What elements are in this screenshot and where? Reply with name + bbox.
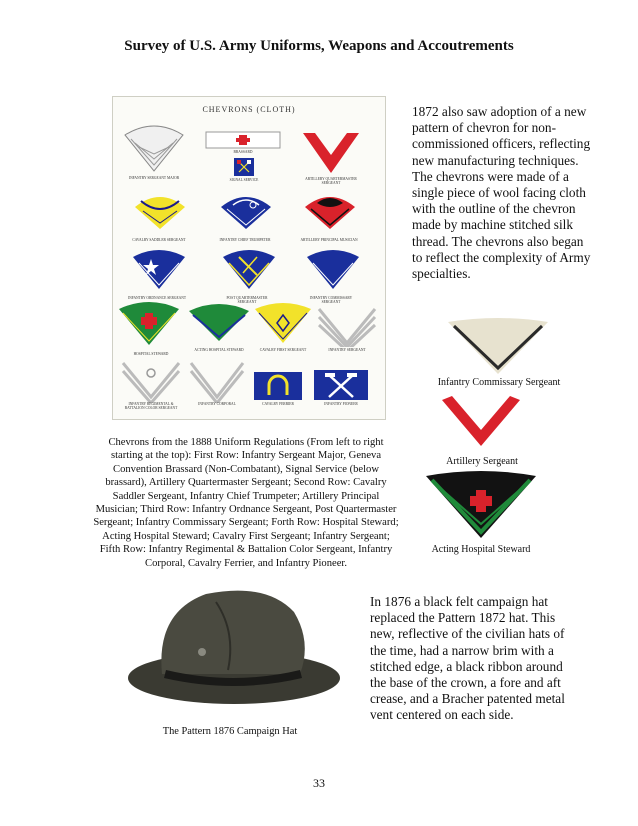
- label-cavalry-first-sergeant: CAVALRY FIRST SERGEANT: [259, 348, 307, 352]
- label-cavalry-ferrier: CAVALRY FERRIER: [262, 402, 294, 406]
- cavalry-ferrier-patch: [253, 371, 303, 401]
- label-post-quartermaster-sergeant: POST QUARTERMASTER SERGEANT: [226, 296, 268, 304]
- chevron-infantry-ordnance-sergeant: [131, 249, 187, 295]
- label-infantry-sergeant-major: INFANTRY SERGEANT MAJOR: [128, 176, 180, 180]
- chevron-infantry-color-sergeant: [121, 359, 181, 403]
- photo-campaign-hat: [116, 582, 346, 712]
- label-acting-hospital-steward-plate: ACTING HOSPITAL STEWARD: [194, 348, 244, 352]
- brassard: [205, 131, 281, 149]
- chevron-infantry-corporal: [189, 359, 245, 403]
- plate-title: CHEVRONS (CLOTH): [202, 105, 296, 114]
- caption-campaign-hat: The Pattern 1876 Campaign Hat: [162, 726, 298, 737]
- infantry-pioneer-patch: [313, 369, 369, 401]
- chevron-cavalry-first-sergeant: [253, 303, 313, 347]
- label-infantry-ordnance-sergeant: INFANTRY ORDNANCE SERGEANT: [127, 296, 187, 300]
- label-infantry-sergeant: INFANTRY SERGEANT: [328, 348, 366, 352]
- chevron-infantry-commissary-sergeant: [305, 249, 361, 295]
- chevron-hospital-steward: [117, 301, 181, 351]
- chevron-artillery-quartermaster-sergeant: [301, 129, 361, 177]
- label-infantry-pioneer: INFANTRY PIONEER: [324, 402, 358, 406]
- chevron-post-quartermaster-sergeant: [221, 249, 277, 295]
- chevrons-plate: [112, 96, 386, 420]
- caption-artillery-sergeant: Artillery Sergeant: [446, 456, 518, 467]
- photo-artillery-sergeant: [440, 394, 522, 450]
- page-number: 33: [313, 776, 325, 790]
- label-infantry-color-sergeant: INFANTRY REGIMENTAL & BATTALION COLOR SERGEANT: [124, 402, 178, 410]
- chevron-cavalry-saddler-sergeant: [133, 191, 187, 235]
- caption-chevrons-plate: Chevrons from the 1888 Uniform Regulations (From left to right starting at the top): First Row: Infantry Sergeant Major, Geneva Convention Brassard (Non-Combatant), Signal Service (below brassard), Artillery Quartermaster Sergeant; Second Row: Cavalry Saddler Sergeant, Infantry Chief Trumpeter; Artillery Principal Musician; Third Row: Infantry Ordnance Sergeant, Post Quartermaster Sergeant; Infantry Commissary Sergeant; Forth Row: Hospital Steward; Acting Hospital Steward; Cavalry First Sergeant; Infantry Sergeant; Fifth Row: Infantry Regimental & Battalion Color Sergeant, Infantry Corporal, Cavalry Ferrier, and Infantry Pioneer.: [93, 437, 399, 569]
- label-infantry-corporal: INFANTRY CORPORAL: [198, 402, 236, 406]
- label-artillery-quartermaster-sergeant: ARTILLERY QUARTERMASTER SERGEANT: [305, 177, 357, 185]
- label-hospital-steward: HOSPITAL STEWARD: [133, 352, 169, 356]
- caption-acting-hospital-steward: Acting Hospital Steward: [431, 544, 531, 555]
- label-signal-service: SIGNAL SERVICE: [229, 178, 259, 182]
- chevron-infantry-sergeant-major: [123, 125, 185, 175]
- signal-service: [233, 157, 255, 177]
- label-infantry-commissary-sergeant-plate: INFANTRY COMMISSARY SERGEANT: [309, 296, 353, 304]
- paragraph-campaign-hat: In 1876 a black felt campaign hat replaced the Pattern 1872 hat. This new, reflective of the civilian hats of the time, had a narrow brim with a stitched edge, a black ribbon around the base of the crown, a fore and aft crease, and a Bracher patented metal vent centered on each side.: [370, 594, 565, 723]
- label-brassard: BRASSARD: [233, 150, 253, 154]
- chevron-infantry-chief-trumpeter: [219, 191, 273, 235]
- chevron-artillery-principal-musician: [303, 191, 357, 235]
- chevron-acting-hospital-steward: [187, 303, 251, 347]
- chevron-infantry-sergeant: [317, 303, 377, 347]
- photo-acting-hospital-steward: [424, 470, 538, 542]
- photo-infantry-commissary-sergeant: [446, 318, 550, 378]
- page-header: Survey of U.S. Army Uniforms, Weapons and Accoutrements: [124, 38, 514, 54]
- label-artillery-principal-musician: ARTILLERY PRINCIPAL MUSICIAN: [300, 238, 358, 242]
- caption-infantry-commissary-sergeant: Infantry Commissary Sergeant: [437, 377, 561, 388]
- paragraph-chevrons: 1872 also saw adoption of a new pattern of chevron for non-commissioned officers, reflecting new manufacturing techniques. The chevrons were made of a single piece of wool facing cloth with the outline of the chevron made by machine stitched silk thread. The chevrons also began to reflect the complexity of Army specialties.: [412, 104, 591, 282]
- label-cavalry-saddler-sergeant: CAVALRY SADDLER SERGEANT: [132, 238, 186, 242]
- label-infantry-chief-trumpeter: INFANTRY CHIEF TRUMPETER: [219, 238, 271, 242]
